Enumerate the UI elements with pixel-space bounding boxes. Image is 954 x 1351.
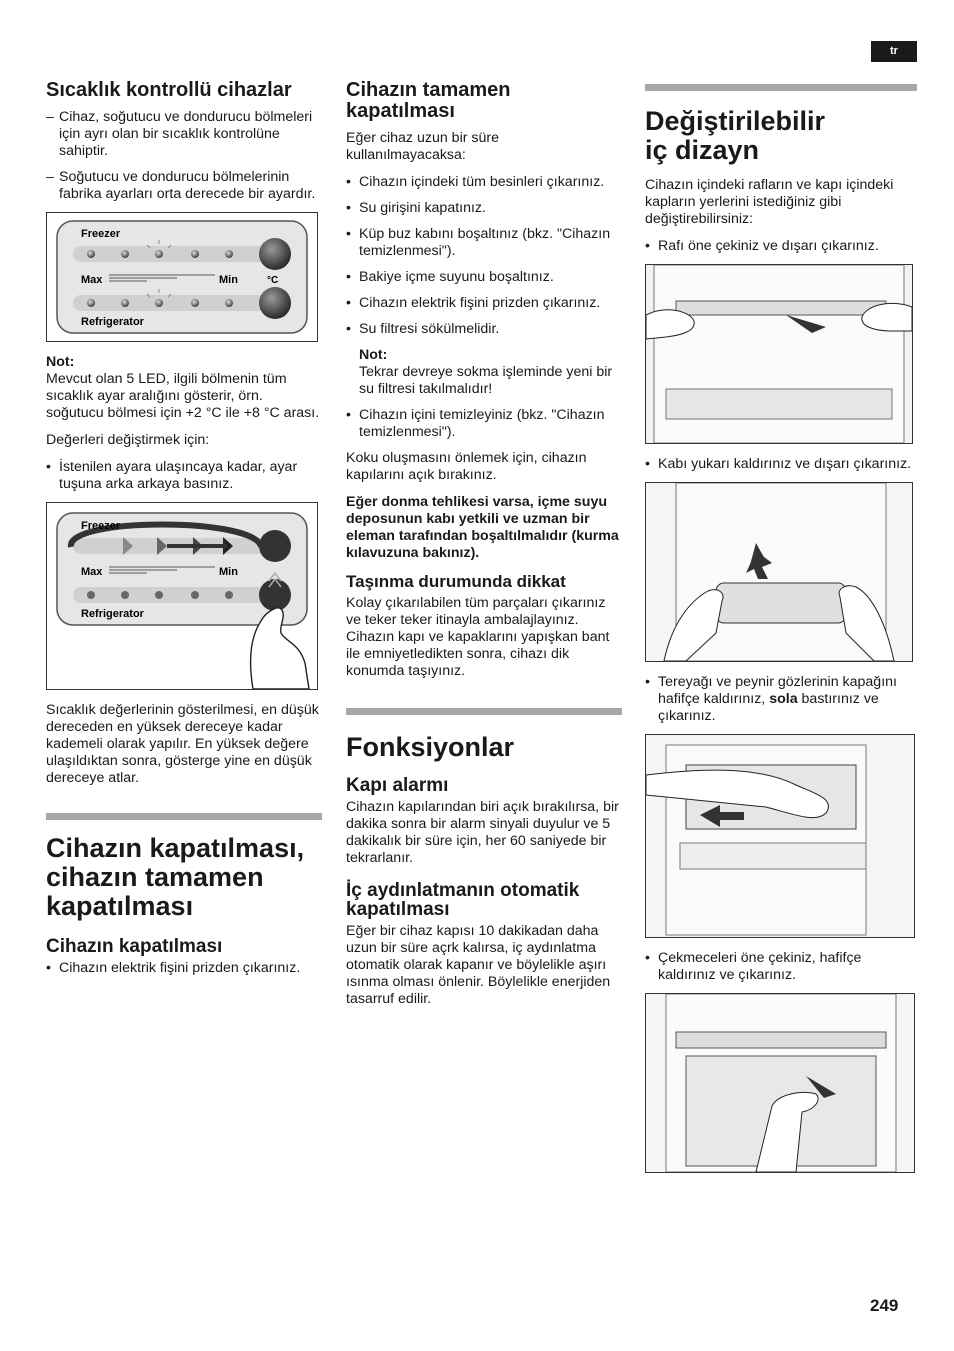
step-drawers [645,950,917,984]
list-item: • Cihazın elektrik fişini prizden çıkarınız. [346,295,622,312]
freezer-label: Freezer [81,228,121,240]
shelf-removal-illustration [646,265,912,443]
list-item: • Cihazın elektrik fişini prizden çıkarınız. [46,960,322,977]
list-item [645,674,917,725]
note-label: Not: [359,347,388,363]
list-item: • Rafı öne çekiniz ve dışarı çıkarınız. [645,238,917,255]
max-label-2: Max [81,566,103,578]
heading-temperature-control: Sıcaklık kontrollü cihazlar [46,79,292,101]
step-shelf [645,238,917,255]
heading-transport: Taşınma durumunda dikkat [346,572,566,591]
change-list [46,459,322,493]
heading-door-alarm: Kapı alarmı [346,775,449,796]
min-label-2: Min [219,566,238,578]
light-off-text: Eğer bir cihaz kapısı 10 dakikadan daha uzun bir süre açrk kalırsa, iç aydınlatma otomatik olarak kapanır ve böylelikle aşırı ısınma olması önlenir. Böylelikle enerjiden tasarruf edilir. [346,923,611,1007]
section-divider [346,708,622,715]
switch-off-list [46,960,322,977]
figure-shelf-removal [645,264,913,444]
section-divider [645,84,917,91]
max-label: Max [81,274,103,286]
display-text: Sıcaklık değerlerinin gösterilmesi, en düşük dereceden en yüksek dereceye kadar kademeli olarak yapılır. En yüksek değere ulaşıldıktan sonra, gösterge yine en düşük dereceye atlar. [46,702,319,786]
column-right [645,80,917,1185]
step3-emphasis: sola [769,691,798,707]
list-item: • Su girişini kapatınız. [346,200,622,217]
step-butter-compartment [645,674,917,725]
figure-press-button [46,502,318,690]
dash-list [46,109,322,203]
heading-switching-off: Cihazın kapatılması [46,936,223,957]
list-item: – Soğutucu ve dondurucu bölmelerinin fabrika ayarları orta derecede bir ayardır. [46,169,322,203]
list-item: • Küp buz kabını boşaltınız (bkz. "Cihazın temizlenmesi"). [346,226,622,260]
list-item: • Cihazın içini temizleyiniz (bkz. "Cihazın temizlenmesi"). [346,407,622,441]
column-middle [346,80,622,1018]
note-label: Not: [46,354,75,370]
figure-container-removal [645,482,913,662]
control-panel-illustration [47,213,317,341]
heading-light-off: İç aydınlatmanın otomatik kapatılması [346,880,580,920]
butter-compartment-illustration [646,735,914,937]
note-text: Tekrar devreye sokma işleminde yeni bir su filtresi takılmalıdır! [359,364,613,397]
list-item: • Bakiye içme suyunu boşaltınız. [346,269,622,286]
transport-text: Kolay çıkarılabilen tüm parçaları çıkarınız ve teker teker itinayla ambalajlayınız. Cihazın kapı ve kapaklarını yapışkan bant ile emniyetledikten sonra, cihazı dik konumda taşıyınız. [346,595,610,679]
list-item: • Çekmeceleri öne çekiniz, hafifçe kaldırınız ve çıkarınız. [645,950,917,984]
refrigerator-label: Refrigerator [81,316,144,328]
step3-text-b: bastırınız ve çıkarınız. [658,691,879,724]
list-item: – Cihaz, soğutucu ve dondurucu bölmeleri için ayrı olan bir sıcaklık kontrolüne sahiptir. [46,109,322,160]
figure-butter-compartment [645,734,915,938]
language-tag: tr [871,41,917,62]
interior-intro: Cihazın içindeki rafların ve kapı içindeki kapların yerlerini istediğiniz gibi değiştirebilirsiniz: [645,177,894,227]
step3-text-a: Tereyağı ve peynir gözlerinin kapağını hafifçe kaldırınız, [658,674,897,707]
celsius-label: °C [267,275,279,286]
press-button-illustration [47,503,317,689]
drawer-removal-illustration [646,994,914,1172]
heading-switch-off: Cihazın kapatılması, cihazın tamamen kapatılması [46,833,305,921]
min-label: Min [219,274,238,286]
freezer-label-2: Freezer [81,520,121,532]
heading-functions: Fonksiyonlar [346,732,515,762]
step-container [645,456,917,473]
container-removal-illustration [646,483,912,661]
list-item: • Cihazın içindeki tüm besinleri çıkarınız. [346,174,622,191]
list-item: • Su filtresi sökülmelidir. [346,321,622,338]
column-left [46,80,322,986]
intro-text: Eğer cihaz uzun bir süre kullanılmayacaksa: [346,130,499,163]
change-intro: Değerleri değiştirmek için: [46,432,210,448]
figure-drawer-removal [645,993,915,1173]
switch-off-steps [346,174,622,338]
heading-full-switch-off: Cihazın tamamen kapatılması [346,79,511,122]
refrigerator-label-2: Refrigerator [81,608,144,620]
list-item: • Kabı yukarı kaldırınız ve dışarı çıkarınız. [645,456,917,473]
page-number: 249 [870,1296,899,1315]
odor-text: Koku oluşmasını önlemek için, cihazın kapılarını açık bırakınız. [346,450,587,483]
list-item: • İstenilen ayara ulaşıncaya kadar, ayar tuşuna arka arkaya basınız. [46,459,322,493]
section-divider [46,813,322,820]
door-alarm-text: Cihazın kapılarından biri açık bırakılırsa, bir dakika sonra bir alarm sinyali duyulur ve 5 dakikalık bir süre için, her 60 saniyede bir tekrarlanır. [346,799,619,866]
cleaning-list [346,407,622,441]
figure-control-panel [46,212,318,342]
frost-warning: Eğer donma tehlikesi varsa, içme suyu deposunun kabı yetkili ve uzman bir eleman tarafından boşaltılmalıdır (kurma kılavuzuna bakınız). [346,494,619,561]
note-text: Mevcut olan 5 LED, ilgili bölmenin tüm sıcaklık ayar aralığını gösterir, örn. soğutucu bölmesi için +2 °C ile +8 °C arası. [46,371,320,421]
heading-interior-design: Değiştirilebilir iç dizayn [645,106,826,165]
